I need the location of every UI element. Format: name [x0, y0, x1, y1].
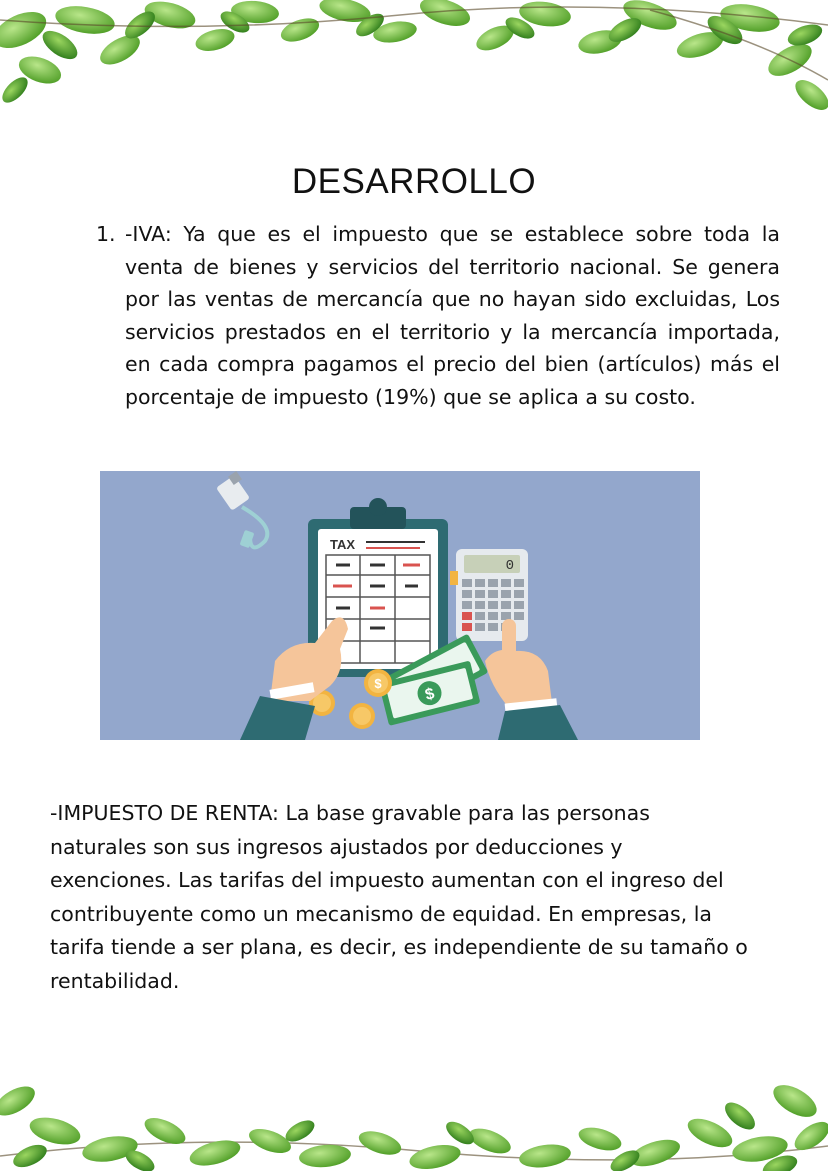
bottom-leaf-border: [0, 1061, 828, 1171]
usb-cable-icon: [216, 471, 267, 548]
calculator-icon: [450, 549, 528, 641]
list-item-text: -IVA: Ya que es el impuesto que se establece sobre toda la venta de bienes y servicios del territorio nacional. Se genera por las ventas de mercancía que no hayan sido excluidas, Los servicios prestados en el territorio y la mercancía importada, en cada compra pagamos el precio del bien (artículos) más el porcentaje de impuesto (19%) que se aplica a su costo.: [125, 222, 780, 409]
bill-dollar-symbol: $: [423, 685, 437, 704]
list-item-number: 1.: [96, 222, 116, 246]
tax-illustration: [100, 471, 700, 740]
renta-paragraph: -IMPUESTO DE RENTA: La base gravable para las personas naturales son sus ingresos ajustados por deducciones y exenciones. Las tarifas del impuesto aumentan con el ingreso del contribuyente como un mecanismo de equidad. En empresas, la tarifa tiende a ser plana, es decir, es independiente de su tamaño o rentabilidad.: [50, 801, 748, 993]
page-title: DESARROLLO: [291, 162, 537, 201]
top-leaf-border: [0, 0, 828, 115]
clipboard-tax-label: TAX: [330, 537, 356, 552]
coin-icon: [364, 669, 392, 697]
left-hand-icon: [240, 617, 348, 740]
numbered-list: [96, 218, 780, 413]
calculator-display: 0: [505, 558, 514, 574]
list-item: [96, 218, 780, 413]
coin-dollar-symbol: $: [374, 676, 382, 691]
